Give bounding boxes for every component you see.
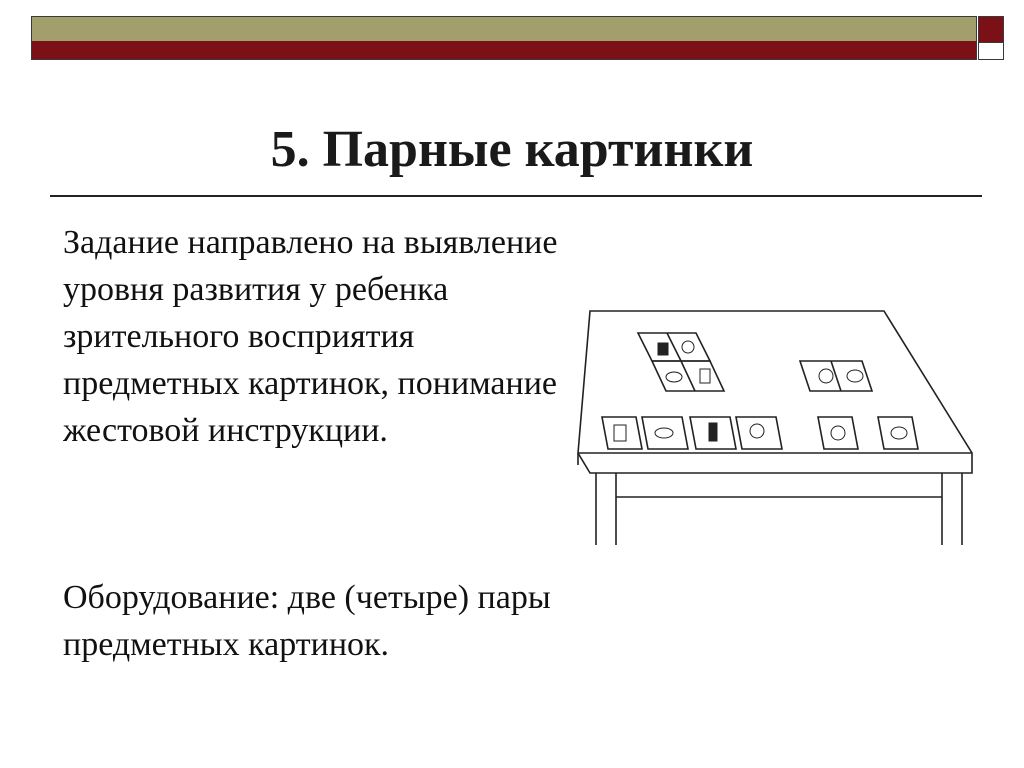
card-icon — [878, 417, 918, 449]
top-band-red — [32, 41, 976, 59]
corner-decor — [978, 16, 1004, 60]
title-underline — [50, 195, 982, 197]
top-band-olive — [32, 17, 976, 42]
slide-title: 5. Парные картинки — [270, 121, 754, 178]
top-decor-band — [31, 16, 977, 60]
task-description: Задание направлено на выявление уровня развития у ребенка зрительного восприятия предметных картинок, понимание жестовой инструкции. — [63, 224, 558, 449]
equipment-description: Оборудование: две (четыре) пары предметных картинок. — [63, 579, 551, 663]
card-icon — [602, 417, 642, 449]
card-icon — [736, 417, 782, 449]
corner-decor-inner — [979, 42, 1003, 59]
table-with-picture-cards-icon — [572, 305, 982, 550]
card-icon — [818, 417, 858, 449]
card-icon — [642, 417, 688, 449]
